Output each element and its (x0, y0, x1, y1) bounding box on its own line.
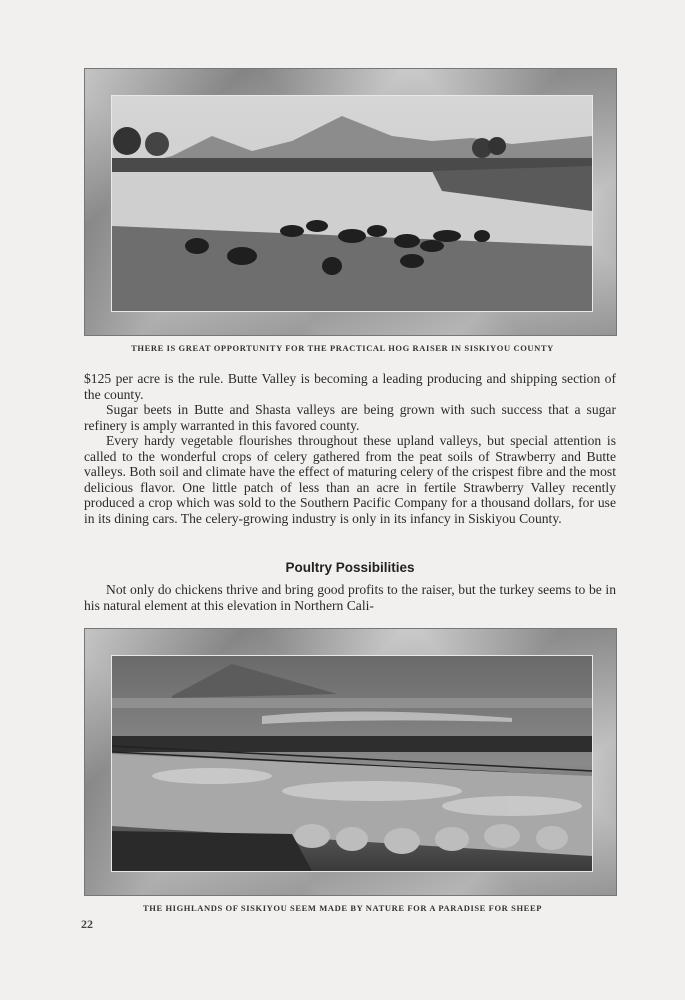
photo-frame-sheep (84, 628, 617, 896)
paragraph: Sugar beets in Butte and Shasta valleys are being grown with such success that a sugar refinery is amply warranted in this favored county. (84, 402, 616, 433)
paragraph: Every hardy vegetable flourishes throughout these upland valleys, but special attention is called to the wonderful crops of celery gathered from the peat soils of Strawberry and Butte valleys. Both soil and climate have the effect of maturing celery of the crispest fibre and the most delicious flavor. One little patch of less than an acre in fertile Strawberry Valley recently produced a crop which was sold to the Southern Pacific Company for a thousand dollars, for use in its dining cars. The celery-growing industry is only in its infancy in Siskiyou County. (84, 433, 616, 526)
page-number: 22 (81, 917, 93, 931)
hog-pond-image (112, 96, 592, 311)
paragraph: $125 per acre is the rule. Butte Valley is becoming a leading producing and shipping section of the county. (84, 371, 616, 402)
photo-hogs-pond (111, 95, 593, 312)
figure-caption: THERE IS GREAT OPPORTUNITY FOR THE PRACTICAL HOG RAISER IN SISKIYOU COUNTY (131, 343, 554, 353)
section-heading: Poultry Possibilities (285, 560, 415, 575)
photo-sheep-flock (111, 655, 593, 872)
figure-caption: THE HIGHLANDS OF SISKIYOU SEEM MADE BY NATURE FOR A PARADISE FOR SHEEP (142, 903, 543, 913)
photo-frame-hogs (84, 68, 617, 336)
section-body (84, 582, 616, 613)
sheep-flock-image (112, 656, 592, 871)
paragraph: Not only do chickens thrive and bring good profits to the raiser, but the turkey seems to be in his natural element at this elevation in Northern Cali- (84, 582, 616, 613)
article-body (84, 371, 616, 526)
